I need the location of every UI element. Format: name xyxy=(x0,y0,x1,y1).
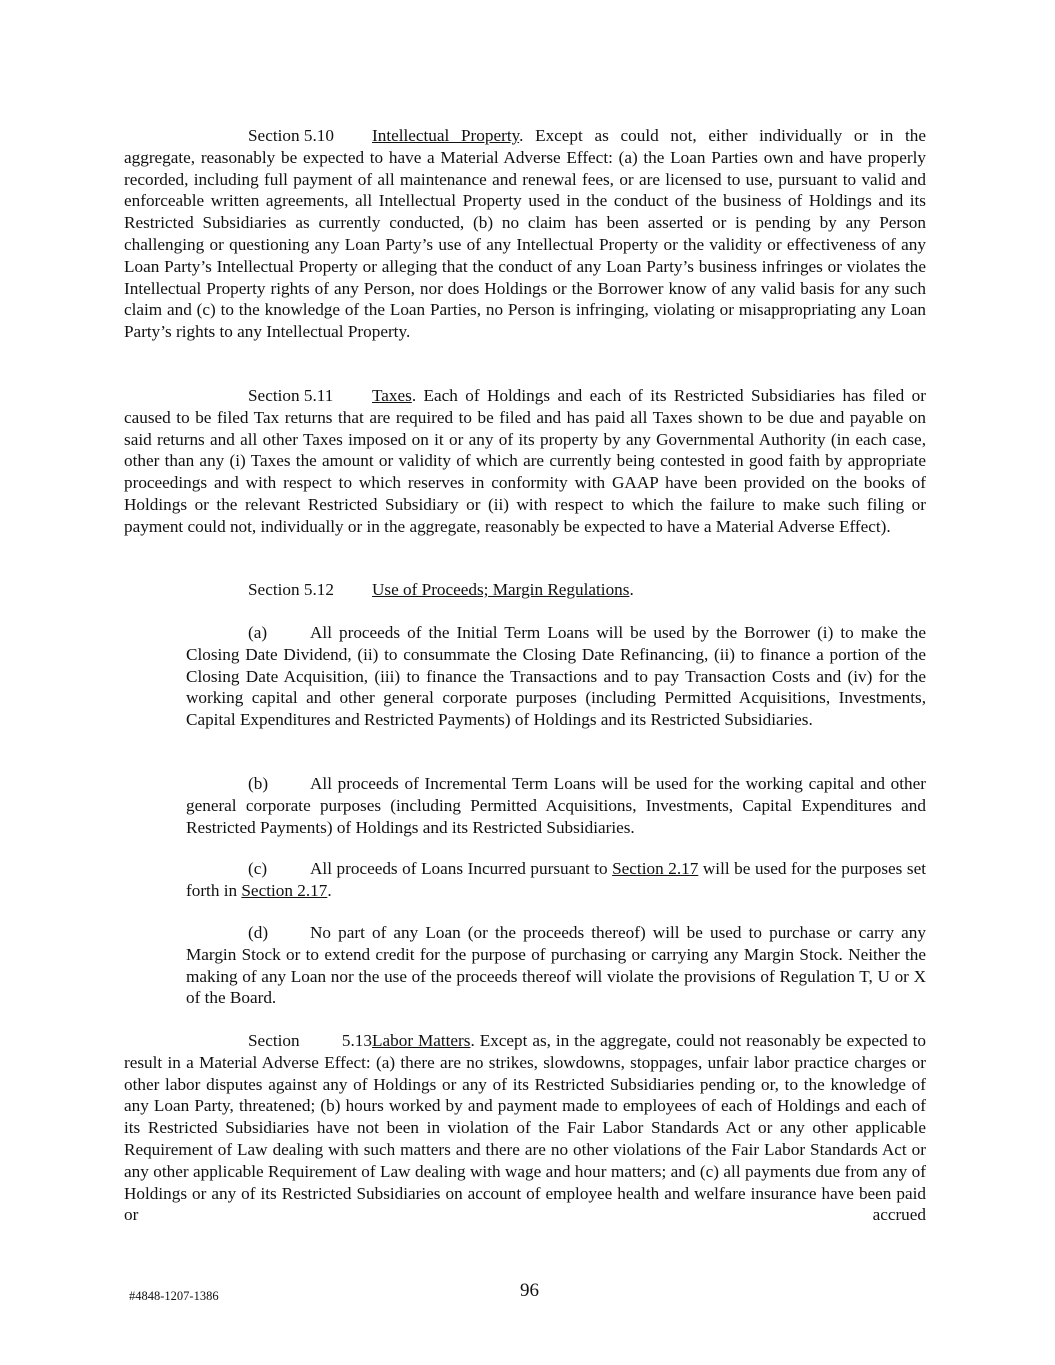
subsection-body: All proceeds of Loans Incurred pursuant to xyxy=(310,859,613,878)
section-number: Section 5.11 xyxy=(248,386,334,405)
subsection-label: (a) xyxy=(248,623,268,642)
section-body: . Each of Holdings and each of its Restricted Subsidiaries has filed or caused to be filed Tax returns that are required to be filed and has paid all Taxes shown to be due and payable on said returns and all other Taxes imposed on it or any of its property by any Governmental Authority (in each case, other than any (i) Taxes the amount or validity of which are currently being contested in good faith by appropriate proceedings and with respect to which reserves in conformity with GAAP have been provided on the books of Holdings or the relevant Restricted Subsidiary or (ii) with respect to which the failure to make such filing or payment could not, individually or in the aggregate, reasonably be expected to have a Material Adverse Effect). xyxy=(124,386,926,536)
section-title: Labor Matters xyxy=(372,1031,471,1050)
section-5-11 xyxy=(124,385,926,538)
subsection-body: No part of any Loan (or the proceeds thereof) will be used to purchase or carry any Margin Stock or to extend credit for the purpose of purchasing or carrying any Margin Stock. Neither the making of any Loan nor the use of the proceeds thereof will violate the provisions of Regulation T, U or X of the Board. xyxy=(186,923,926,1008)
subsection-label: (d) xyxy=(248,923,269,942)
section-2-17-link[interactable]: Section 2.17 xyxy=(612,859,699,878)
subsection-c: (c) All proceeds of Loans Incurred pursuant to Section 2.17 will be used for the purposes set forth in Section 2.17. xyxy=(186,859,926,900)
subsection-body: All proceeds of Incremental Term Loans will be used for the working capital and other general corporate purposes (including Permitted Acquisitions, Investments, Capital Expenditures and Restricted Payments) of Holdings and its Restricted Subsidiaries. xyxy=(186,774,926,837)
document-id: #4848-1207-1386 xyxy=(129,1289,219,1303)
section-body: . Except as, in the aggregate, could not reasonably be expected to result in a Material Adverse Effect: (a) there are no strikes, slowdowns, stoppages, unfair labor practice charges or other labor disputes against any of Holdings or any of its Restricted Subsidiaries pending or, to the knowledge of any Loan Party, threatened; (b) hours worked by and payment made to employees of each of Holdings and each of its Restricted Subsidiaries have not been in violation of the Fair Labor Standards Act or any other applicable Requirement of Law dealing with such matters and there are no other violations of the Fair Labor Standards Act or any other applicable Requirement of Law dealing with wage and hour matters; and (c) all payments due from any of Holdings or any of its Restricted Subsidiaries on account of employee health and welfare insurance have been paid or accrued xyxy=(124,1031,926,1225)
section-5-10 xyxy=(124,125,926,343)
section-title: Taxes xyxy=(372,386,412,405)
section-number: Section 5.10 xyxy=(248,126,334,145)
subsection-body: All proceeds of the Initial Term Loans will be used by the Borrower (i) to make the Closing Date Dividend, (ii) to consummate the Closing Date Refinancing, (ii) to finance a portion of the Closing Date Acquisition, (iii) to finance the Transactions and to pay Transaction Costs and (iv) for the working capital and other general corporate purposes (including Permitted Acquisitions, Investments, Capital Expenditures and Restricted Payments) of Holdings and its Restricted Subsidiaries. xyxy=(186,623,926,730)
section-body: . xyxy=(629,580,634,599)
subsection-label: (b) xyxy=(248,774,269,793)
section-number: Section 5.13 xyxy=(248,1031,372,1050)
section-5-12 xyxy=(124,579,926,601)
section-2-17-link[interactable]: Section 2.17 xyxy=(241,880,328,900)
page-number: 96 xyxy=(520,1280,539,1301)
section-title: Intellectual Property xyxy=(372,126,520,145)
section-5-13 xyxy=(124,1030,926,1226)
subsection-a xyxy=(186,622,926,731)
subsection-label: (c) xyxy=(248,859,268,878)
section-title: Use of Proceeds; Margin Regulations xyxy=(372,580,630,599)
section-body: . Except as could not, either individually or in the aggregate, reasonably be expected to have a Material Adverse Effect: (a) the Loan Parties own and have properly recorded, including full payment of all maintenance and renewal fees, or are licensed to use, pursuant to valid and enforceable written agreements, all Intellectual Property used in the conduct of the business of Holdings and its Restricted Subsidiaries as currently conducted, (b) no claim has been asserted or is pending by any Person challenging or questioning any Loan Party’s use of any Intellectual Property or the validity or effectiveness of any Loan Party’s Intellectual Property or alleging that the conduct of any Loan Party’s business infringes or violates the Intellectual Property rights of any Person, nor does Holdings or the Borrower know of any valid basis for any such claim and (c) to the knowledge of the Loan Parties, no Person is infringing, violating or misappropriating any Loan Party’s rights to any Intellectual Property. xyxy=(124,126,926,342)
subsection-b xyxy=(186,773,926,838)
section-number: Section 5.12 xyxy=(248,580,334,599)
subsection-d xyxy=(186,922,926,1009)
